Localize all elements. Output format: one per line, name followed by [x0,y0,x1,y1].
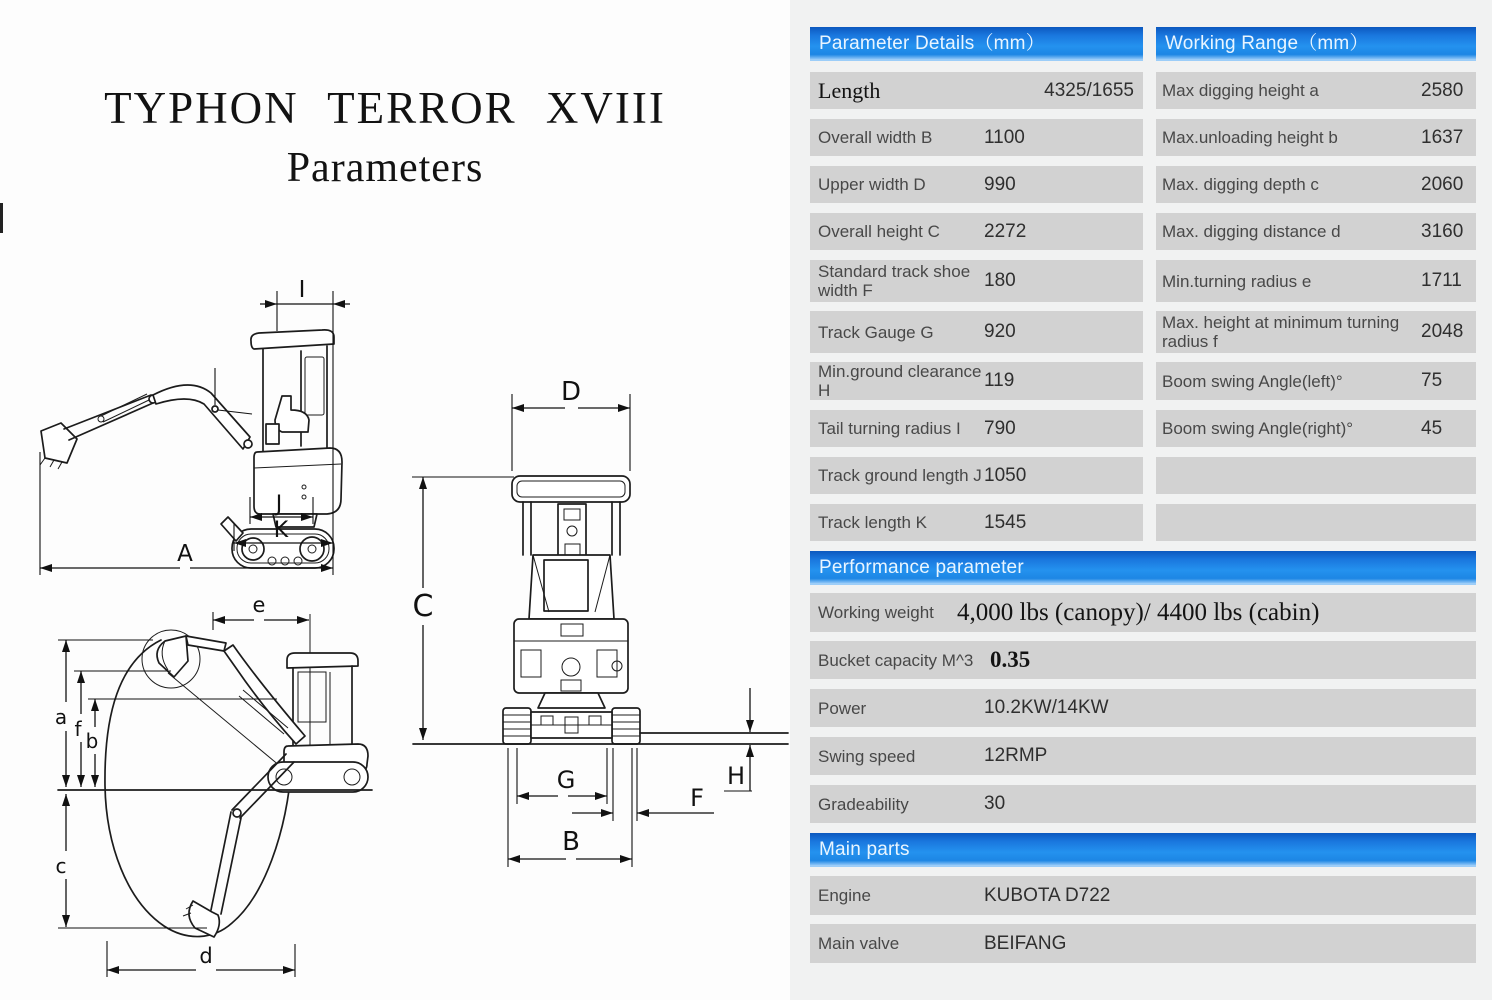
param-label: Track ground length J [818,466,982,485]
param-label: Upper width D [818,175,926,194]
table-row [810,641,1476,679]
table-row [810,311,1476,353]
dim-label-j: J [275,492,283,517]
param-value: 4325/1655 [1044,79,1134,101]
parameter-cell [810,213,1143,250]
range-value: 3160 [1421,220,1464,242]
parameter-cell [810,457,1143,494]
table-row [810,737,1476,775]
range-cell-empty [1156,457,1476,494]
param-label: Track length K [818,513,927,532]
range-cell [1156,166,1476,203]
perf-label: Gradeability [818,794,909,814]
range-label: Max. digging depth c [1162,175,1319,194]
perf-value: 12RMP [984,745,1048,766]
dim-label-c-upper: C [412,589,434,624]
table-row [810,876,1476,915]
param-label: Track Gauge G [818,322,934,342]
table-row [810,119,1476,156]
dim-label-f-upper: F [690,784,704,812]
perf-label: Power [818,698,867,718]
table-row [810,785,1476,823]
dim-label-g-upper: G [556,766,576,794]
dim-label-d-upper: D [560,377,582,407]
range-cell [1156,362,1476,400]
range-cell [1156,213,1476,250]
range-label: Max.unloading height b [1162,128,1338,147]
dim-label-f-lower: f [74,717,82,741]
table-row [810,593,1476,632]
param-label: Tail turning radius I [818,419,961,438]
table-row [810,504,1476,541]
param-label: Standard track shoe width F [818,262,971,300]
excavator-side-view [40,330,342,568]
dim-label-e-lower: e [252,593,266,617]
parameter-cell [810,166,1143,203]
page-subtitle: Parameters [286,144,484,191]
table-row [810,457,1476,494]
range-cell [1156,410,1476,447]
part-label: Main valve [818,934,900,953]
param-label: Overall height C [818,222,940,241]
dim-label-i: I [298,277,306,303]
param-value: 1545 [984,511,1027,533]
range-value: 75 [1421,370,1443,391]
param-value: 1050 [984,464,1027,486]
perf-label: Working weight [818,603,934,622]
parameter-cell [810,362,1143,400]
param-label: Min.ground clearance H [818,362,982,400]
part-value: BEIFANG [984,932,1067,954]
parameter-cell [810,311,1143,353]
working-range-view [55,614,372,937]
perf-value: 4,000 lbs (canopy)/ 4400 lbs (cabin) [957,598,1320,626]
param-value: 180 [984,270,1016,291]
range-cell [1156,119,1476,156]
parameter-cell [810,504,1143,541]
main-parts-section-header: Main parts [810,833,1476,867]
table-row [810,72,1476,109]
range-value: 1637 [1421,126,1464,148]
range-label: Min.turning radius e [1162,271,1312,291]
table-row [810,213,1476,250]
table-row [810,689,1476,727]
perf-label: Swing speed [818,746,916,766]
parameter-details-header: Parameter Details（mm） [810,27,1143,61]
dim-label-c-lower: c [55,854,67,878]
param-label: Length [818,78,881,103]
dim-label-d-lower: d [199,944,213,968]
product-name: TYPHON TERROR XVIII [104,83,666,133]
range-cell-empty [1156,504,1476,541]
range-value: 2048 [1421,321,1464,342]
dim-label-k: K [273,518,289,543]
dim-label-b-upper: B [562,827,580,857]
range-value: 45 [1421,417,1443,439]
perf-value: 10.2KW/14KW [984,697,1109,718]
table-row [810,166,1476,203]
param-value: 119 [984,370,1015,391]
perf-label: Bucket capacity M^3 [818,650,974,670]
table-row [810,260,1476,302]
table-row [810,924,1476,963]
param-value: 990 [984,173,1016,195]
dim-label-b-lower: b [85,729,99,753]
range-value: 2580 [1421,79,1464,101]
parameter-cell [810,72,1143,109]
range-label: Max. digging distance d [1162,222,1341,241]
perf-value: 0.35 [990,647,1031,672]
part-value: KUBOTA D722 [984,884,1111,906]
dim-label-a-upper: A [177,541,193,567]
param-value: 920 [984,321,1016,342]
dim-label-a-lower: a [54,705,68,729]
range-value: 1711 [1421,270,1462,291]
parameter-cell [810,119,1143,156]
param-value: 790 [984,417,1016,439]
table-row [810,410,1476,447]
spec-table-header [810,27,1476,61]
working-range-header: Working Range（mm） [1156,27,1476,61]
range-label: Max digging height a [1162,81,1319,100]
range-label: Boom swing Angle(right)° [1162,419,1354,438]
param-value: 1100 [984,126,1025,148]
parameter-cell [810,260,1143,302]
range-cell [1156,260,1476,302]
table-row [810,362,1476,400]
param-value: 2272 [984,220,1027,242]
range-label: Max. height at minimum turning radius f [1162,313,1400,351]
perf-value: 30 [984,793,1006,814]
range-cell [1156,311,1476,353]
param-label: Overall width B [818,128,933,147]
part-label: Engine [818,886,871,905]
parameter-cell [810,410,1143,447]
performance-section-header: Performance parameter [810,551,1476,585]
excavator-front-view [413,476,788,744]
spec-tables [810,27,1476,972]
range-label: Boom swing Angle(left)° [1162,371,1343,391]
dim-label-h-upper: H [726,762,746,790]
range-cell [1156,72,1476,109]
range-value: 2060 [1421,173,1464,195]
